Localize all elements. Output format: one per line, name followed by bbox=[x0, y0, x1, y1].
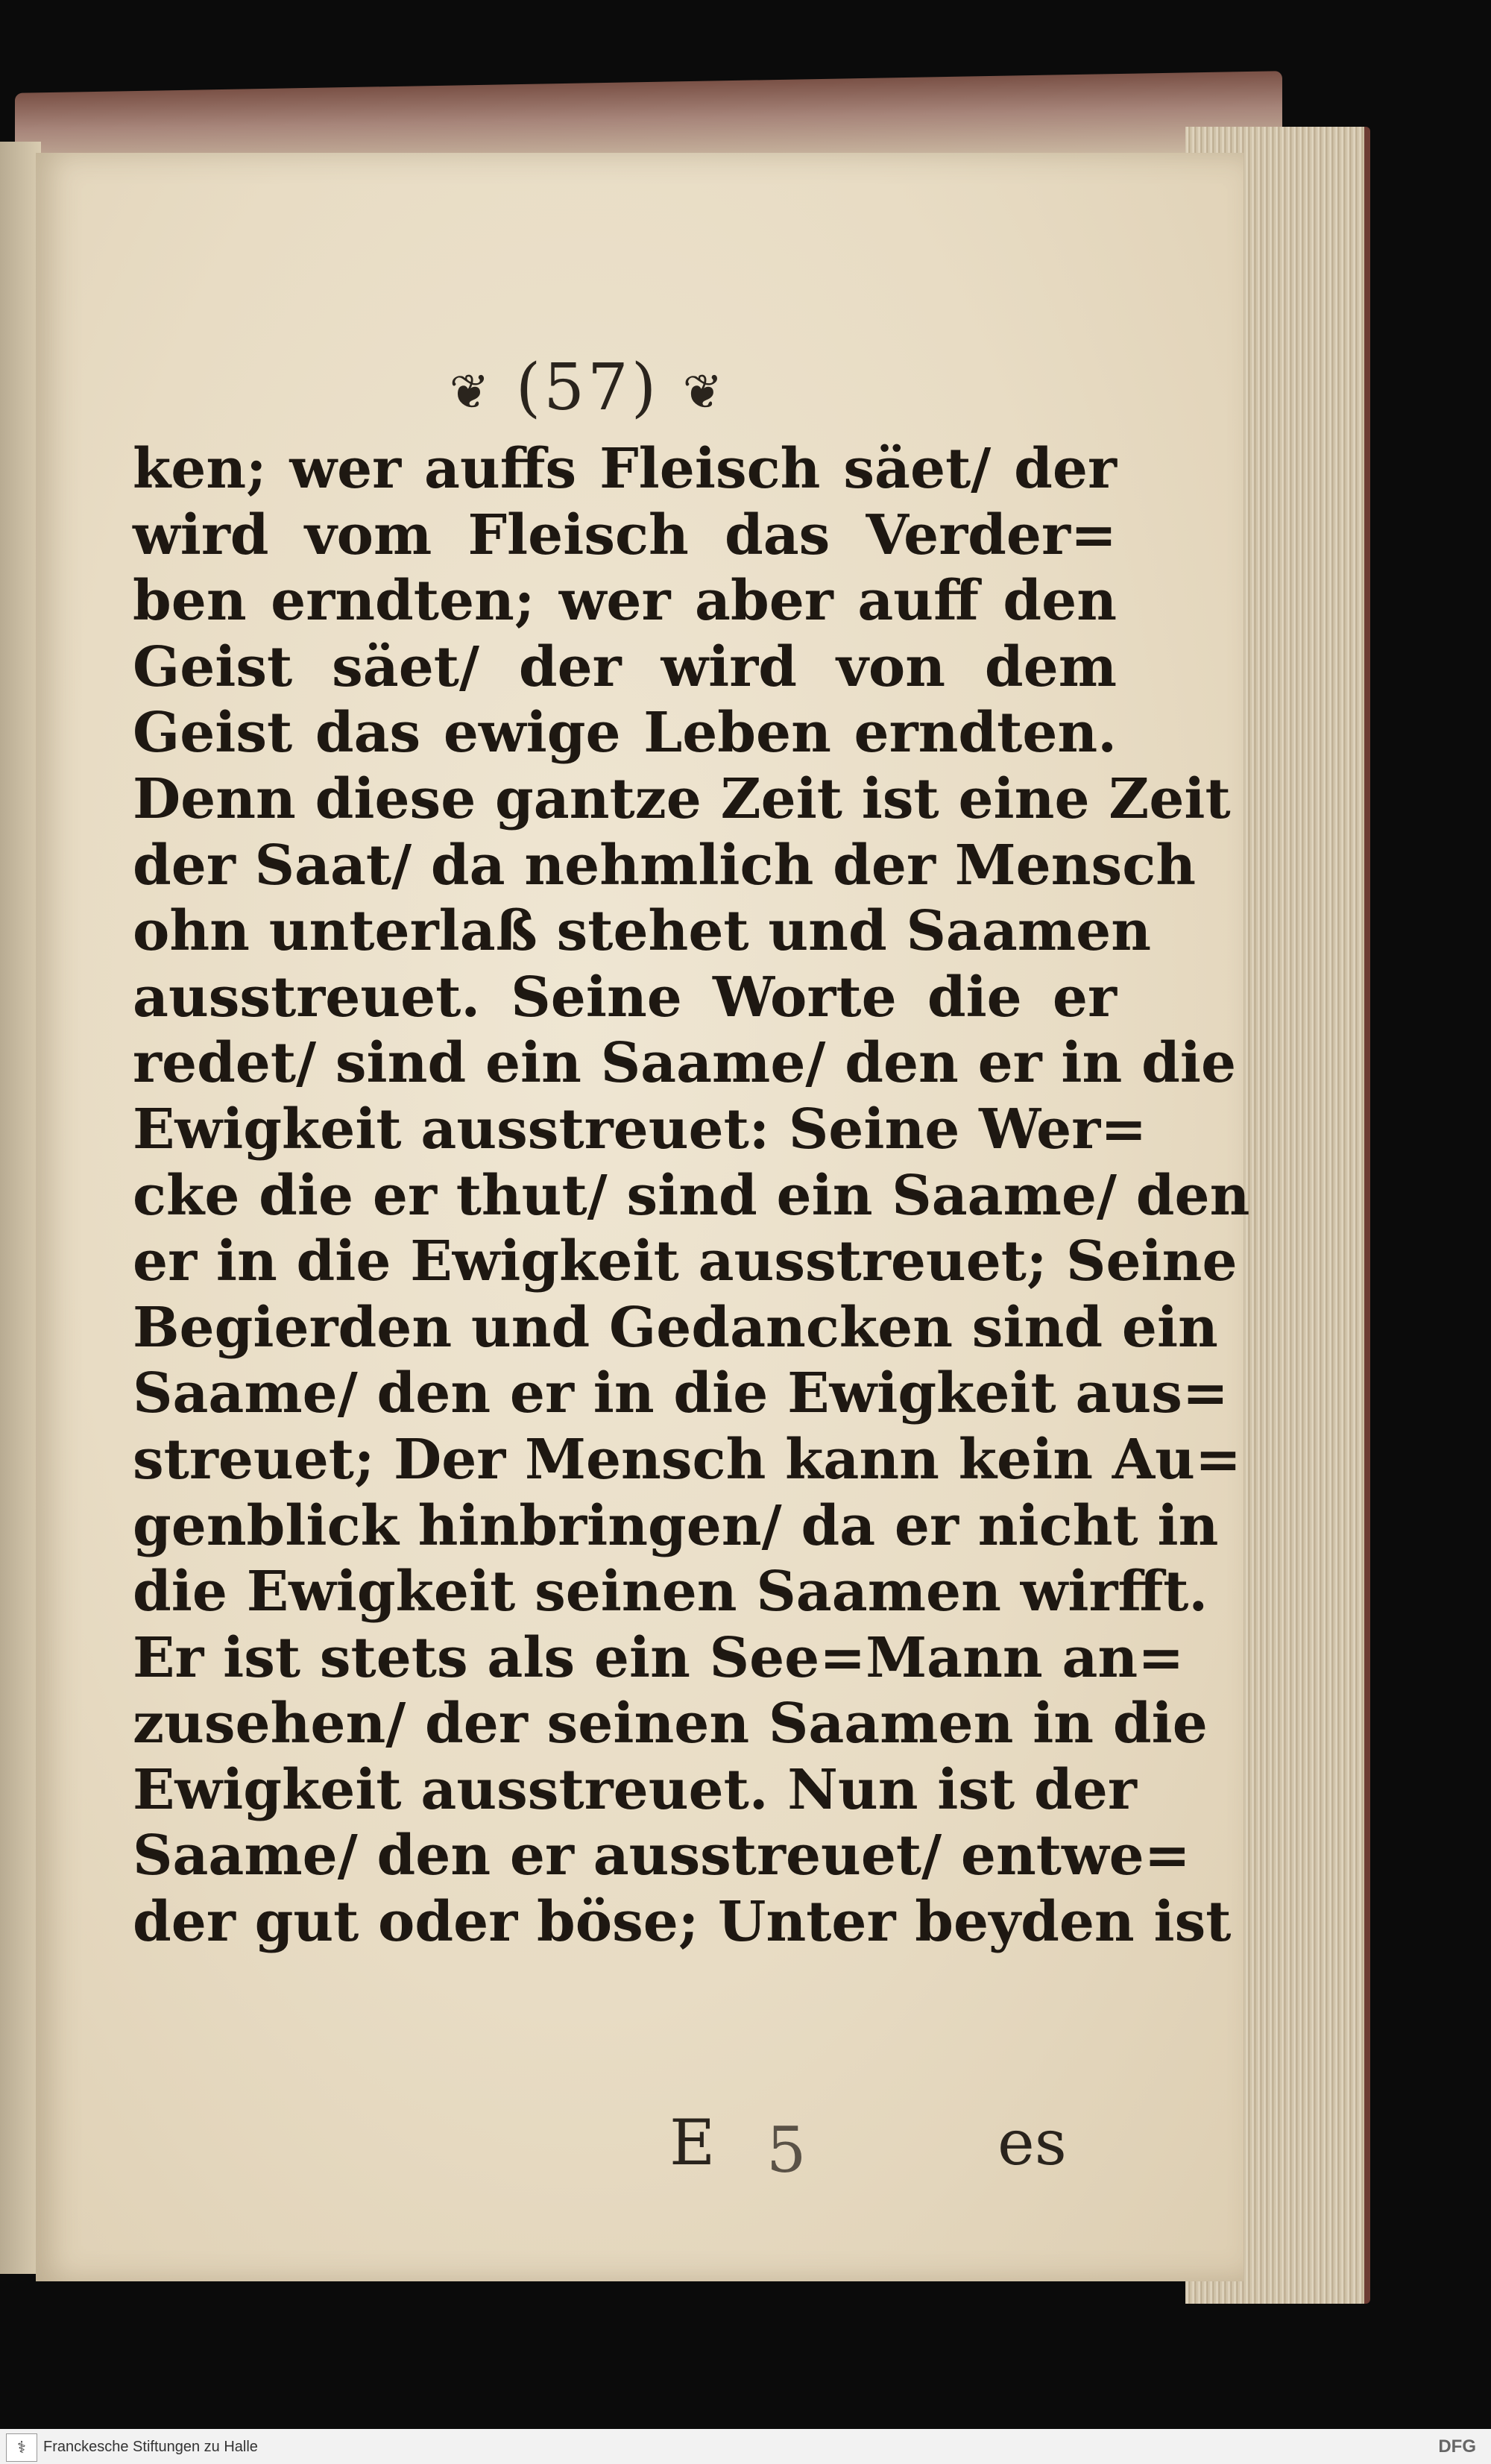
text-line: Denn diese gantze Zeit ist eine Zeit bbox=[133, 766, 1231, 831]
catchword: es bbox=[997, 2106, 1067, 2179]
text-line: Begierden und Gedancken sind ein bbox=[133, 1295, 1218, 1360]
page-footer bbox=[133, 2106, 1117, 2188]
page-header bbox=[36, 350, 1139, 425]
body-text bbox=[133, 436, 1250, 1956]
text-line: streuet; Der Mensch kann kein Au= bbox=[133, 1427, 1241, 1492]
page-number: (57) bbox=[515, 350, 660, 425]
signature-mark: E bbox=[669, 2106, 716, 2179]
text-line: Geist säet/ der wird von dem bbox=[133, 634, 1117, 699]
text-line: Geist das ewige Leben erndten. bbox=[133, 701, 1117, 766]
signature-number: 5 bbox=[766, 2114, 807, 2187]
text-line: die Ewigkeit seinen Saamen wirfft. bbox=[133, 1560, 1208, 1625]
viewer-bottom-bar bbox=[0, 2429, 1491, 2464]
text-line: ben erndten; wer aber auff den bbox=[133, 569, 1117, 634]
dfg-logo: DFG bbox=[1438, 2436, 1476, 2457]
text-line: redet/ sind ein Saame/ den er in die bbox=[133, 1031, 1237, 1096]
text-line: Saame/ den er in die Ewigkeit aus= bbox=[133, 1361, 1229, 1426]
book-page bbox=[36, 153, 1250, 2281]
text-line: Saame/ den er ausstreuet/ entwe= bbox=[133, 1824, 1191, 1888]
ornament-left-icon: ❦ bbox=[449, 365, 493, 420]
ornament-right-icon: ❦ bbox=[682, 365, 726, 420]
text-line: ken; wer auffs Fleisch säet/ der bbox=[133, 437, 1117, 501]
book bbox=[0, 82, 1372, 2266]
institution-name: Franckesche Stiftungen zu Halle bbox=[43, 2439, 258, 2455]
text-line: ausstreuet. Seine Worte die er bbox=[133, 965, 1117, 1030]
text-line: Er ist stets als ein See=Mann an= bbox=[133, 1625, 1185, 1690]
text-line: genblick hinbringen/ da er nicht in bbox=[133, 1493, 1219, 1558]
text-line: Ewigkeit ausstreuet: Seine Wer= bbox=[133, 1097, 1147, 1162]
text-line: cke die er thut/ sind ein Saame/ den bbox=[133, 1163, 1250, 1228]
left-page-edge bbox=[0, 142, 41, 2274]
text-line: der Saat/ da nehmlich der Mensch bbox=[133, 833, 1197, 898]
text-line: Ewigkeit ausstreuet. Nun ist der bbox=[133, 1757, 1137, 1822]
institution-logo-icon: ⚕ bbox=[6, 2433, 37, 2462]
text-line: wird vom Fleisch das Verder= bbox=[133, 502, 1117, 567]
text-line: ohn unterlaß stehet und Saamen bbox=[133, 899, 1152, 964]
text-line: der gut oder böse; Unter beyden ist bbox=[133, 1890, 1232, 1955]
text-line: er in die Ewigkeit ausstreuet; Seine bbox=[133, 1229, 1238, 1294]
text-line: zusehen/ der seinen Saamen in die bbox=[133, 1692, 1208, 1756]
